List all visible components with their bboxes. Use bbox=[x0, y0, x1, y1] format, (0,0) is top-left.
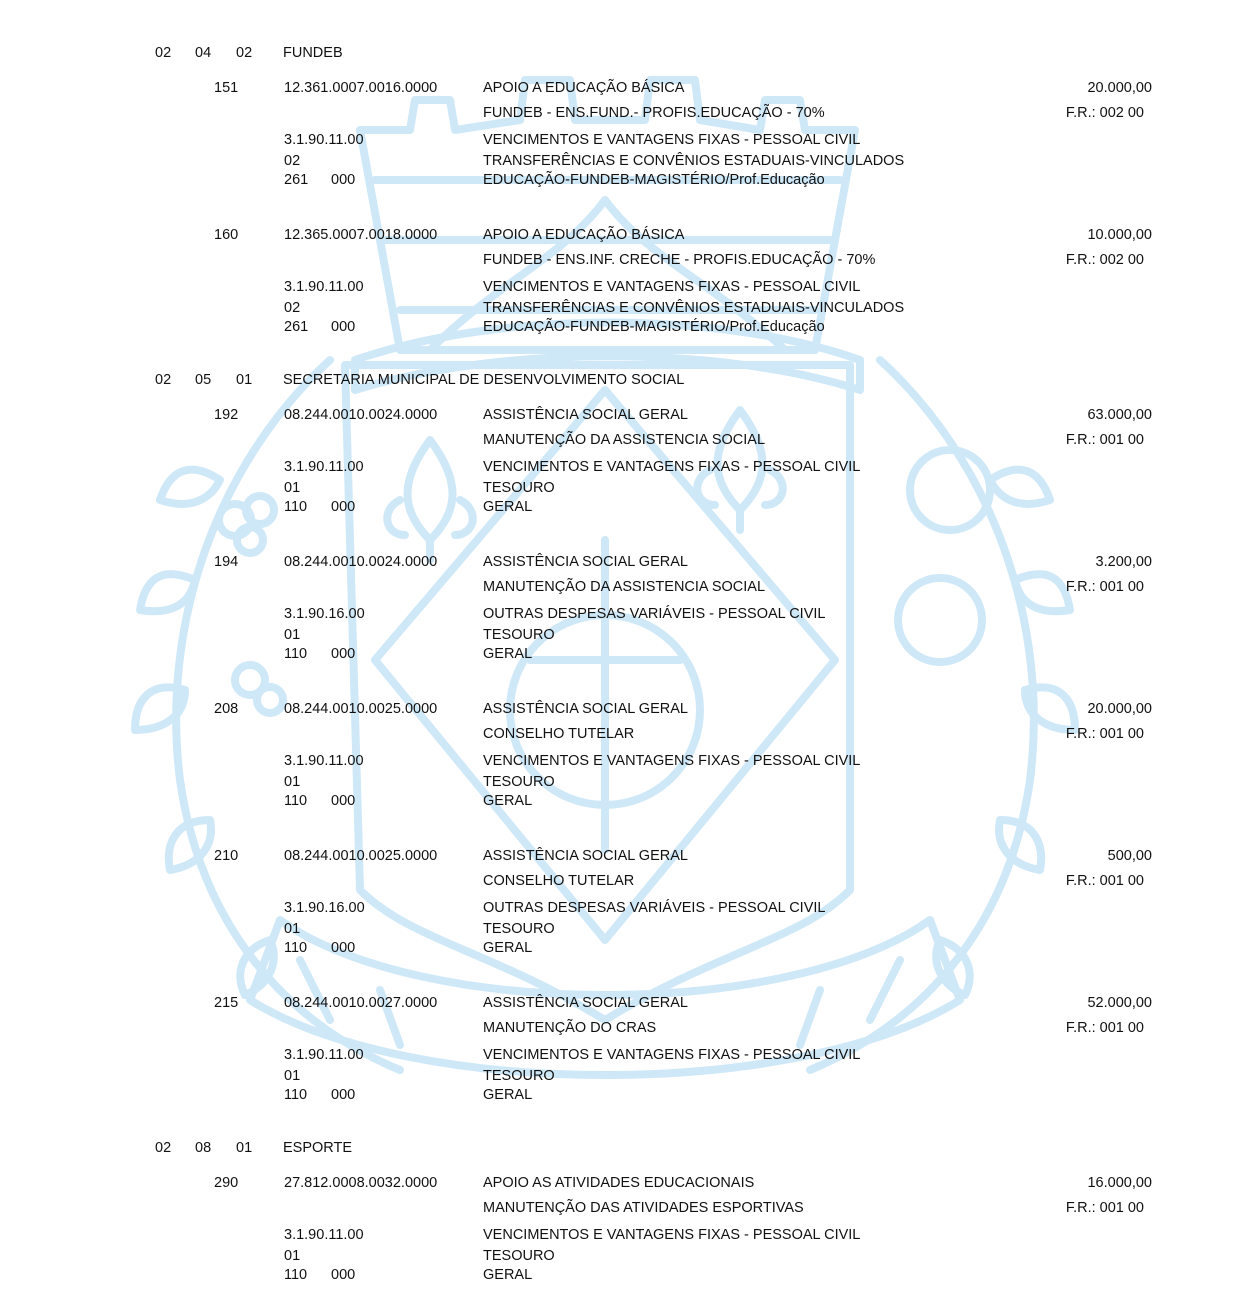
section-title: ESPORTE bbox=[283, 1140, 353, 1156]
action-title: MANUTENÇÃO DAS ATIVIDADES ESPORTIVAS bbox=[483, 1200, 804, 1216]
action-title: MANUTENÇÃO DA ASSISTENCIA SOCIAL bbox=[483, 579, 766, 595]
allocation-value: 52.000,00 bbox=[1087, 995, 1152, 1011]
application-code: 110 bbox=[284, 793, 308, 809]
org-code-3: 02 bbox=[236, 45, 253, 61]
application-subcode: 000 bbox=[331, 172, 356, 188]
section-title: SECRETARIA MUNICIPAL DE DESENVOLVIMENTO SOCIAL bbox=[283, 372, 685, 388]
source-desc: TESOURO bbox=[483, 480, 555, 496]
ficha-number: 208 bbox=[214, 701, 239, 717]
application-desc: GERAL bbox=[483, 499, 533, 515]
expense-element-code: 3.1.90.11.00 bbox=[284, 1047, 364, 1063]
application-code: 110 bbox=[284, 940, 308, 956]
application-desc: GERAL bbox=[483, 646, 533, 662]
section-title: FUNDEB bbox=[283, 45, 343, 61]
allocation-value: 20.000,00 bbox=[1087, 80, 1152, 96]
org-code-1: 02 bbox=[155, 45, 172, 61]
application-subcode: 000 bbox=[331, 1087, 356, 1103]
source-code: 01 bbox=[284, 1248, 301, 1264]
application-desc: GERAL bbox=[483, 1267, 533, 1283]
org-code-2: 04 bbox=[195, 45, 212, 61]
ficha-number: 151 bbox=[214, 80, 239, 96]
funcional-code: 08.244.0010.0027.0000 bbox=[284, 995, 438, 1011]
application-code: 261 bbox=[284, 319, 309, 335]
source-code: 01 bbox=[284, 921, 301, 937]
resource-source-code: F.R.: 001 00 bbox=[1065, 579, 1144, 595]
allocation-value: 3.200,00 bbox=[1095, 554, 1152, 570]
allocation-value: 10.000,00 bbox=[1087, 227, 1152, 243]
application-code: 261 bbox=[284, 172, 309, 188]
source-code: 01 bbox=[284, 774, 301, 790]
org-code-1: 02 bbox=[155, 372, 172, 388]
program-title: ASSISTÊNCIA SOCIAL GERAL bbox=[483, 701, 688, 717]
expense-element-code: 3.1.90.11.00 bbox=[284, 1227, 364, 1243]
program-title: ASSISTÊNCIA SOCIAL GERAL bbox=[483, 848, 688, 864]
expense-element-code: 3.1.90.16.00 bbox=[284, 606, 365, 622]
source-desc: TESOURO bbox=[483, 1248, 555, 1264]
expense-element-code: 3.1.90.11.00 bbox=[284, 753, 364, 769]
expense-element-desc: OUTRAS DESPESAS VARIÁVEIS - PESSOAL CIVIL bbox=[483, 606, 826, 622]
action-title: FUNDEB - ENS.FUND.- PROFIS.EDUCAÇÃO - 70% bbox=[483, 105, 825, 121]
application-subcode: 000 bbox=[331, 1267, 356, 1283]
application-code: 110 bbox=[284, 499, 308, 515]
ficha-number: 290 bbox=[214, 1175, 239, 1191]
resource-source-code: F.R.: 001 00 bbox=[1065, 432, 1144, 448]
source-desc: TESOURO bbox=[483, 921, 555, 937]
application-subcode: 000 bbox=[331, 793, 356, 809]
funcional-code: 08.244.0010.0025.0000 bbox=[284, 701, 438, 717]
allocation-value: 500,00 bbox=[1107, 848, 1152, 864]
org-code-2: 05 bbox=[195, 372, 212, 388]
source-code: 02 bbox=[284, 153, 301, 169]
ficha-number: 210 bbox=[214, 848, 239, 864]
source-desc: TESOURO bbox=[483, 627, 555, 643]
expense-element-code: 3.1.90.11.00 bbox=[284, 279, 364, 295]
application-code: 110 bbox=[284, 1087, 308, 1103]
application-code: 110 bbox=[284, 646, 308, 662]
org-code-3: 01 bbox=[236, 372, 253, 388]
expense-element-desc: VENCIMENTOS E VANTAGENS FIXAS - PESSOAL CIVIL bbox=[483, 279, 861, 295]
action-title: MANUTENÇÃO DA ASSISTENCIA SOCIAL bbox=[483, 432, 766, 448]
source-desc: TESOURO bbox=[483, 1068, 555, 1084]
ficha-number: 194 bbox=[214, 554, 239, 570]
allocation-value: 63.000,00 bbox=[1087, 407, 1152, 423]
source-code: 01 bbox=[284, 480, 301, 496]
program-title: ASSISTÊNCIA SOCIAL GERAL bbox=[483, 554, 688, 570]
expense-element-desc: OUTRAS DESPESAS VARIÁVEIS - PESSOAL CIVIL bbox=[483, 900, 826, 916]
action-title: MANUTENÇÃO DO CRAS bbox=[483, 1020, 657, 1036]
program-title: APOIO AS ATIVIDADES EDUCACIONAIS bbox=[483, 1175, 755, 1191]
application-desc: GERAL bbox=[483, 1087, 533, 1103]
expense-element-code: 3.1.90.11.00 bbox=[284, 132, 364, 148]
org-code-3: 01 bbox=[236, 1140, 253, 1156]
program-title: ASSISTÊNCIA SOCIAL GERAL bbox=[483, 995, 688, 1011]
ficha-number: 160 bbox=[214, 227, 239, 243]
funcional-code: 27.812.0008.0032.0000 bbox=[284, 1175, 438, 1191]
funcional-code: 12.365.0007.0018.0000 bbox=[284, 227, 438, 243]
application-subcode: 000 bbox=[331, 646, 356, 662]
resource-source-code: F.R.: 001 00 bbox=[1065, 1020, 1144, 1036]
allocation-value: 16.000,00 bbox=[1087, 1175, 1152, 1191]
program-title: APOIO A EDUCAÇÃO BÁSICA bbox=[483, 80, 685, 96]
source-desc: TRANSFERÊNCIAS E CONVÊNIOS ESTADUAIS-VINCULADOS bbox=[483, 153, 905, 169]
resource-source-code: F.R.: 002 00 bbox=[1065, 252, 1144, 268]
allocation-value: 20.000,00 bbox=[1087, 701, 1152, 717]
program-title: ASSISTÊNCIA SOCIAL GERAL bbox=[483, 407, 688, 423]
action-title: CONSELHO TUTELAR bbox=[483, 873, 635, 889]
resource-source-code: F.R.: 001 00 bbox=[1065, 726, 1144, 742]
resource-source-code: F.R.: 001 00 bbox=[1065, 873, 1144, 889]
expense-element-desc: VENCIMENTOS E VANTAGENS FIXAS - PESSOAL CIVIL bbox=[483, 132, 861, 148]
application-subcode: 000 bbox=[331, 499, 356, 515]
application-code: 110 bbox=[284, 1267, 308, 1283]
funcional-code: 08.244.0010.0025.0000 bbox=[284, 848, 438, 864]
source-code: 01 bbox=[284, 627, 301, 643]
application-desc: EDUCAÇÃO-FUNDEB-MAGISTÉRIO/Prof.Educação bbox=[483, 172, 825, 188]
source-code: 01 bbox=[284, 1068, 301, 1084]
program-title: APOIO A EDUCAÇÃO BÁSICA bbox=[483, 227, 685, 243]
application-subcode: 000 bbox=[331, 319, 356, 335]
application-desc: EDUCAÇÃO-FUNDEB-MAGISTÉRIO/Prof.Educação bbox=[483, 319, 825, 335]
application-subcode: 000 bbox=[331, 940, 356, 956]
expense-element-desc: VENCIMENTOS E VANTAGENS FIXAS - PESSOAL CIVIL bbox=[483, 459, 861, 475]
expense-element-desc: VENCIMENTOS E VANTAGENS FIXAS - PESSOAL CIVIL bbox=[483, 1227, 861, 1243]
resource-source-code: F.R.: 002 00 bbox=[1065, 105, 1144, 121]
expense-element-desc: VENCIMENTOS E VANTAGENS FIXAS - PESSOAL CIVIL bbox=[483, 1047, 861, 1063]
application-desc: GERAL bbox=[483, 793, 533, 809]
resource-source-code: F.R.: 001 00 bbox=[1065, 1200, 1144, 1216]
org-code-2: 08 bbox=[195, 1140, 212, 1156]
expense-element-desc: VENCIMENTOS E VANTAGENS FIXAS - PESSOAL CIVIL bbox=[483, 753, 861, 769]
source-desc: TRANSFERÊNCIAS E CONVÊNIOS ESTADUAIS-VINCULADOS bbox=[483, 300, 905, 316]
ficha-number: 215 bbox=[214, 995, 239, 1011]
source-desc: TESOURO bbox=[483, 774, 555, 790]
org-code-1: 02 bbox=[155, 1140, 172, 1156]
funcional-code: 08.244.0010.0024.0000 bbox=[284, 554, 438, 570]
expense-element-code: 3.1.90.11.00 bbox=[284, 459, 364, 475]
ficha-number: 192 bbox=[214, 407, 239, 423]
application-desc: GERAL bbox=[483, 940, 533, 956]
action-title: FUNDEB - ENS.INF. CRECHE - PROFIS.EDUCAÇÃO - 70% bbox=[483, 252, 876, 268]
funcional-code: 08.244.0010.0024.0000 bbox=[284, 407, 438, 423]
expense-element-code: 3.1.90.16.00 bbox=[284, 900, 365, 916]
funcional-code: 12.361.0007.0016.0000 bbox=[284, 80, 438, 96]
action-title: CONSELHO TUTELAR bbox=[483, 726, 635, 742]
source-code: 02 bbox=[284, 300, 301, 316]
